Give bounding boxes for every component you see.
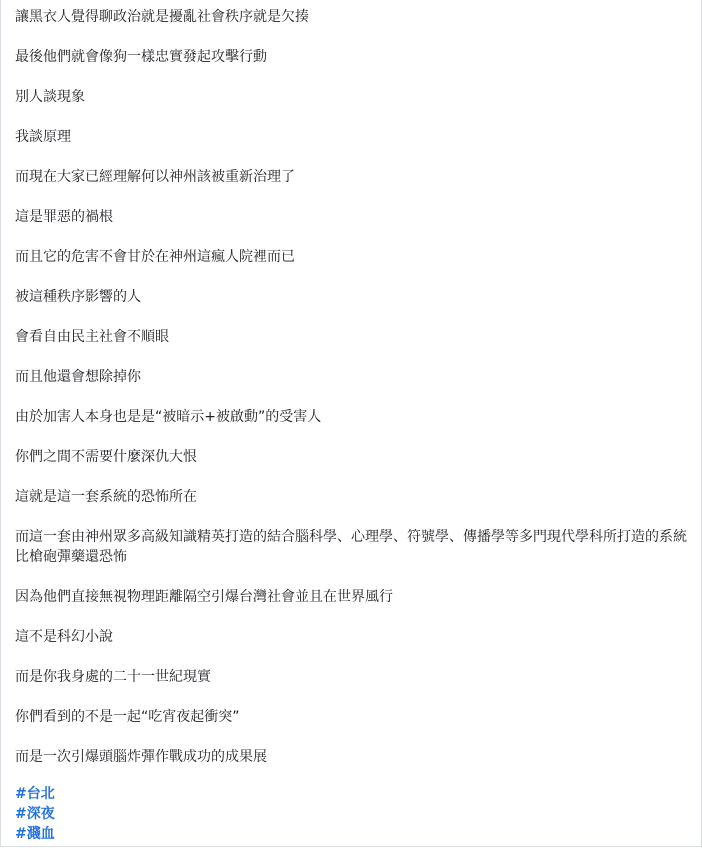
post-paragraph: 因為他們直接無視物理距離隔空引爆台灣社會並且在世界風行 (15, 589, 393, 605)
hashtag-link-bloodshed[interactable]: #濺血 (15, 826, 55, 842)
post-paragraph: 你們看到的不是一起“吃宵夜起衝突” (15, 709, 240, 725)
post-paragraph: 別人談現象 (15, 89, 85, 105)
hashtag-list (15, 784, 693, 844)
hashtag-link-taipei[interactable]: #台北 (15, 786, 55, 802)
post-paragraph: 這不是科幻小說 (15, 629, 113, 645)
post-paragraph: 而這一套由神州眾多高級知識精英打造的結合腦科學、心理學、符號學、傳播學等多門現代學科所打造的系統比槍砲彈藥還恐怖 (15, 529, 687, 565)
post-paragraph: 而且它的危害不會甘於在神州這瘋人院裡而已 (15, 249, 295, 265)
post-paragraph: 而現在大家已經理解何以神州該被重新治理了 (15, 169, 295, 185)
post-paragraph: 最後他們就會像狗一樣忠實發起攻擊行動 (15, 49, 267, 65)
post-paragraph: 會看自由民主社會不順眼 (15, 329, 169, 345)
post-paragraph: 我談原理 (15, 129, 71, 145)
post-paragraph: 讓黑衣人覺得聊政治就是擾亂社會秩序就是欠揍 (15, 9, 309, 25)
post-body (15, 7, 693, 844)
post-paragraph: 由於加害人本身也是是“被暗示+被啟動”的受害人 (15, 409, 322, 425)
post-paragraph: 而是你我身處的二十一世紀現實 (15, 669, 211, 685)
post-paragraph: 而且他還會想除掉你 (15, 369, 141, 385)
post-paragraph: 這是罪惡的禍根 (15, 209, 113, 225)
post-paragraph: 被這種秩序影響的人 (15, 289, 141, 305)
post-paragraph: 這就是這一套系統的恐怖所在 (15, 489, 197, 505)
post-paragraph: 而是一次引爆頭腦炸彈作戰成功的成果展 (15, 749, 267, 765)
post-paragraph: 你們之間不需要什麼深仇大恨 (15, 449, 197, 465)
hashtag-link-late-night[interactable]: #深夜 (15, 806, 55, 822)
